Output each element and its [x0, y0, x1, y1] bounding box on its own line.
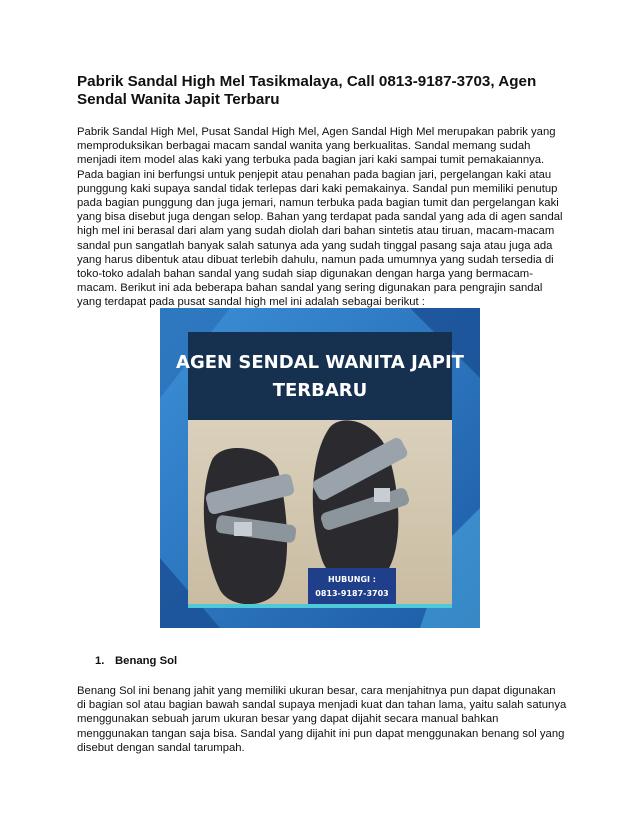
title-phone: 0813-9187-3703: [378, 73, 491, 90]
list-item-number: 1.: [95, 655, 105, 667]
image-headline-line2: TERBARU: [272, 380, 368, 401]
article-title: [77, 73, 567, 109]
product-image: [160, 308, 480, 628]
title-text: Pabrik Sandal High Mel Tasikmalaya, Call: [77, 73, 379, 90]
image-contact-phone: 0813-9187-3703: [315, 589, 389, 598]
intro-paragraph: Pabrik Sandal High Mel, Pusat Sandal High Mel, Agen Sandal High Mel merupakan pabrik yang memproduksikan berbagai macam sandal wanita yang berkualitas. Sandal memang sudah menjadi item model alas kaki yang terbuka pada bagian jari kaki sampai tumit pemakaiannya. Pada bagian ini berfungsi untuk penjepit atau penahan pada bagian jari, pergelangan kaki atau punggung kaki supaya sandal tidak terlepas dari kaki pemakainya. Sandal pun memiliki penutup pada bagian punggung dan juga jemari, namun terbuka pada bagian tumit dan pergelangan kaki yang bisa disebut juga dengan selop. Bahan yang terdapat pada sandal yang ada di agen sandal high mel ini berasal dari alam yang sudah diolah dari bahan sintetis atau tiruan, macam-macam sandal pun sangatlah banyak salah satunya ada yang sudah tinggal pasang saja atau juga ada yang harus dibentuk atau dibuat terlebih dahulu, namun pada umumnya yang sudah tersedia di toko-toko adalah bahan sandal yang sudah siap digunakan dengan harga yang bermacam-macam. Berikut ini ada beberapa bahan sandal yang sering digunakan para pengrajin sandal yang terdapat pada pusat sandal high mel ini adalah sebagai berikut :: [77, 126, 563, 309]
image-contact-label: HUBUNGI :: [327, 575, 377, 584]
list-item-label: Benang Sol: [115, 655, 178, 667]
image-headline-line1: AGEN SENDAL WANITA JAPIT: [176, 352, 464, 373]
benang-sol-paragraph: Benang Sol ini benang jahit yang memiliki ukuran besar, cara menjahitnya pun dapat digunakan di bagian sol atau bagian bawah sandal supaya menjadi kuat dan tahan lama, yaitu salah satunya menggunakan sebuah jarum ukuran besar yang dapat dijahit secara manual bahkan menggunakan tangan saja bisa. Sandal yang dijahit ini pun dapat menggunakan benang sol yang disebut dengan sandal tarumpah.: [77, 685, 567, 754]
sandal-promo-graphic: [160, 308, 480, 628]
list-item: [95, 655, 177, 667]
title-suffix: , Agen Sendal Wanita Japit Terbaru: [77, 73, 537, 108]
